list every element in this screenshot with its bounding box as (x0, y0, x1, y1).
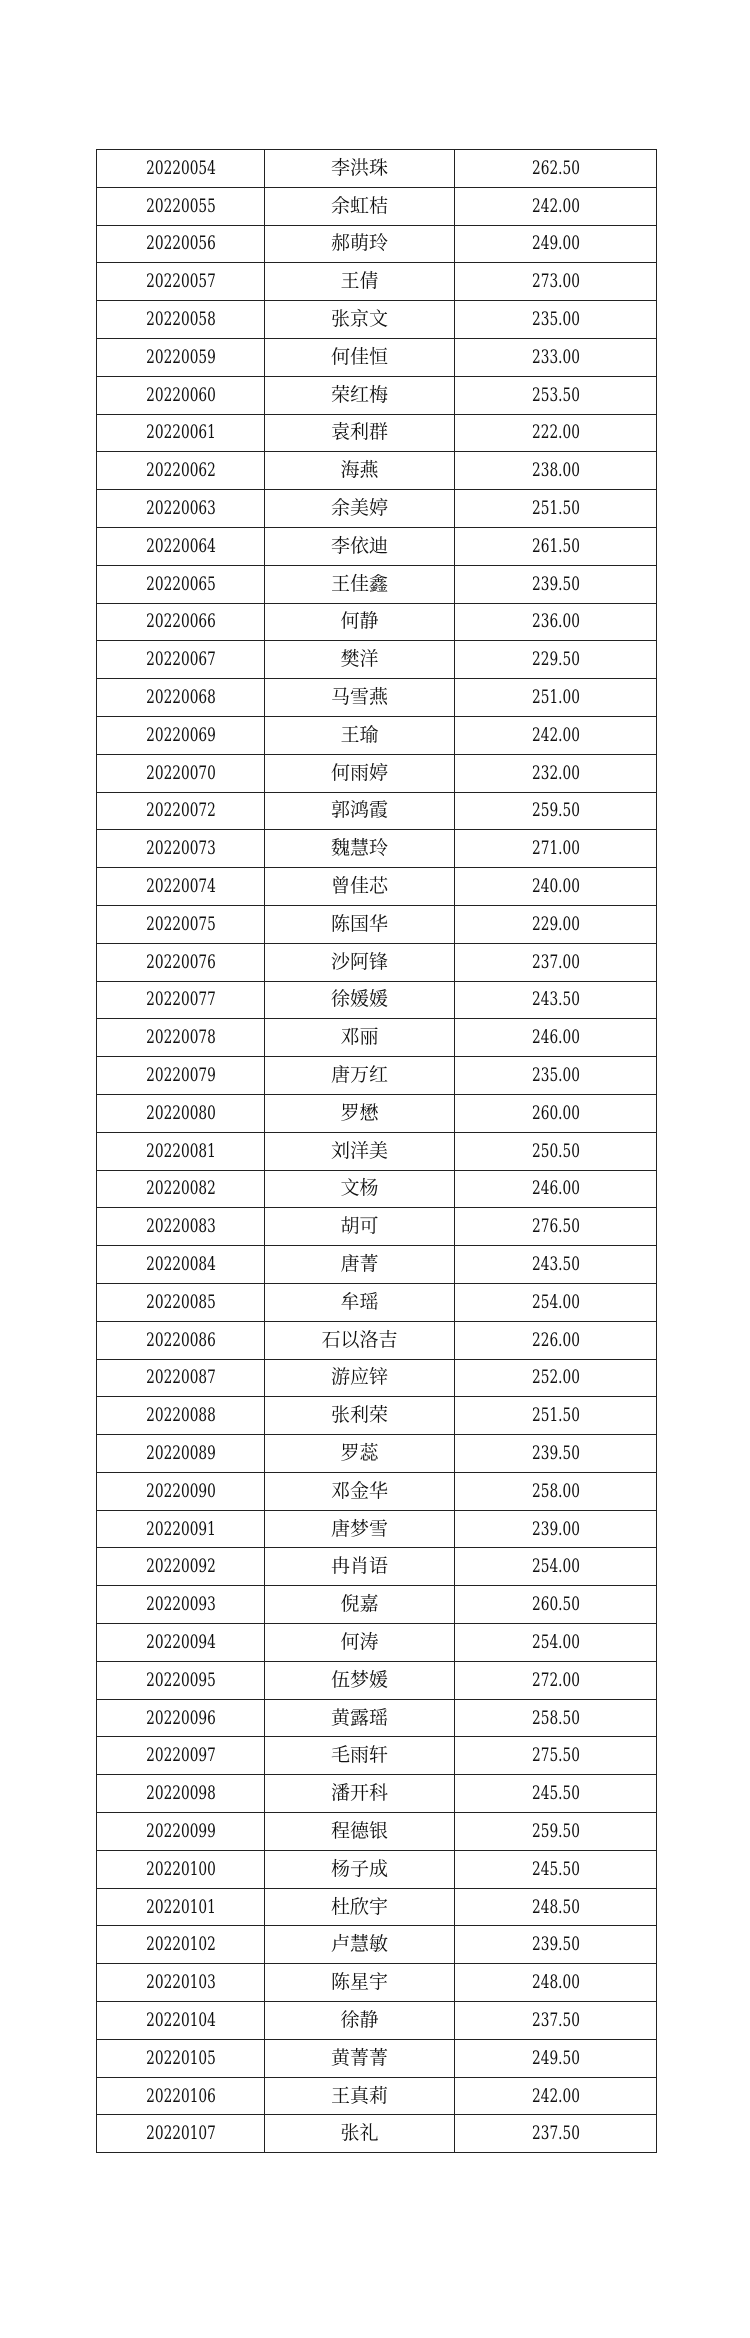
score-cell: 235.00 (483, 301, 628, 339)
student-name-cell: 王倩 (265, 263, 455, 301)
table-row (97, 1510, 657, 1548)
table-row (97, 1435, 657, 1473)
student-id-cell: 20220057 (120, 263, 241, 301)
table-body (97, 150, 657, 2153)
student-name-cell: 程德银 (265, 1813, 455, 1851)
table-row (97, 1888, 657, 1926)
score-cell: 243.50 (483, 981, 628, 1019)
score-cell: 253.50 (483, 376, 628, 414)
score-cell: 259.50 (483, 1813, 628, 1851)
table-row (97, 1246, 657, 1284)
student-name-cell: 倪嘉 (265, 1586, 455, 1624)
table-row (97, 1699, 657, 1737)
student-name-cell: 唐万红 (265, 1057, 455, 1095)
table-row (97, 679, 657, 717)
score-cell: 246.00 (483, 1170, 628, 1208)
student-id-cell: 20220066 (120, 603, 241, 641)
score-cell: 275.50 (483, 1737, 628, 1775)
student-name-cell: 刘洋美 (265, 1132, 455, 1170)
student-id-cell: 20220067 (120, 641, 241, 679)
student-id-cell: 20220069 (120, 716, 241, 754)
score-cell: 242.00 (483, 2077, 628, 2115)
score-cell: 260.50 (483, 1586, 628, 1624)
table-row (97, 2039, 657, 2077)
student-id-cell: 20220103 (120, 1964, 241, 2002)
table-row (97, 527, 657, 565)
score-cell: 226.00 (483, 1321, 628, 1359)
student-id-cell: 20220100 (120, 1850, 241, 1888)
table-row (97, 1926, 657, 1964)
student-id-cell: 20220062 (120, 452, 241, 490)
student-id-cell: 20220090 (120, 1472, 241, 1510)
table-row (97, 150, 657, 188)
student-id-cell: 20220073 (120, 830, 241, 868)
student-name-cell: 石以洛吉 (265, 1321, 455, 1359)
student-name-cell: 马雪燕 (265, 679, 455, 717)
student-name-cell: 牟瑶 (265, 1283, 455, 1321)
table-row (97, 225, 657, 263)
score-cell: 276.50 (483, 1208, 628, 1246)
student-name-cell: 唐菁 (265, 1246, 455, 1284)
student-name-cell: 毛雨轩 (265, 1737, 455, 1775)
score-cell: 238.00 (483, 452, 628, 490)
table-row (97, 1624, 657, 1662)
student-id-cell: 20220082 (120, 1170, 241, 1208)
student-name-cell: 杨子成 (265, 1850, 455, 1888)
student-name-cell: 王真莉 (265, 2077, 455, 2115)
score-cell: 251.50 (483, 490, 628, 528)
student-id-cell: 20220096 (120, 1699, 241, 1737)
student-id-cell: 20220099 (120, 1813, 241, 1851)
student-name-cell: 荣红梅 (265, 376, 455, 414)
student-name-cell: 冉肖语 (265, 1548, 455, 1586)
student-name-cell: 王瑜 (265, 716, 455, 754)
score-cell: 240.00 (483, 868, 628, 906)
student-name-cell: 徐静 (265, 2002, 455, 2040)
student-name-cell: 王佳鑫 (265, 565, 455, 603)
score-cell: 229.50 (483, 641, 628, 679)
score-cell: 251.50 (483, 1397, 628, 1435)
score-cell: 245.50 (483, 1850, 628, 1888)
score-cell: 229.00 (483, 905, 628, 943)
score-cell: 254.00 (483, 1624, 628, 1662)
score-cell: 248.50 (483, 1888, 628, 1926)
score-cell: 261.50 (483, 527, 628, 565)
table-row (97, 263, 657, 301)
student-name-cell: 胡可 (265, 1208, 455, 1246)
student-name-cell: 文杨 (265, 1170, 455, 1208)
student-id-cell: 20220107 (120, 2115, 241, 2153)
student-name-cell: 伍梦媛 (265, 1661, 455, 1699)
student-id-cell: 20220072 (120, 792, 241, 830)
student-name-cell: 黄菁菁 (265, 2039, 455, 2077)
student-id-cell: 20220084 (120, 1246, 241, 1284)
score-cell: 258.50 (483, 1699, 628, 1737)
table-row (97, 1132, 657, 1170)
student-name-cell: 郝萌玲 (265, 225, 455, 263)
score-cell: 245.50 (483, 1775, 628, 1813)
table-row (97, 490, 657, 528)
score-cell: 242.00 (483, 716, 628, 754)
student-id-cell: 20220080 (120, 1094, 241, 1132)
student-name-cell: 樊洋 (265, 641, 455, 679)
student-id-cell: 20220106 (120, 2077, 241, 2115)
score-cell: 237.50 (483, 2115, 628, 2153)
student-id-cell: 20220059 (120, 338, 241, 376)
score-cell: 235.00 (483, 1057, 628, 1095)
score-cell: 236.00 (483, 603, 628, 641)
student-id-cell: 20220089 (120, 1435, 241, 1473)
student-id-cell: 20220091 (120, 1510, 241, 1548)
score-cell: 239.50 (483, 565, 628, 603)
table-row (97, 981, 657, 1019)
score-cell: 242.00 (483, 187, 628, 225)
student-name-cell: 邓丽 (265, 1019, 455, 1057)
table-row (97, 1775, 657, 1813)
score-cell: 258.00 (483, 1472, 628, 1510)
score-table (96, 149, 657, 2153)
student-id-cell: 20220092 (120, 1548, 241, 1586)
score-cell: 273.00 (483, 263, 628, 301)
table-row (97, 301, 657, 339)
student-name-cell: 唐梦雪 (265, 1510, 455, 1548)
student-id-cell: 20220093 (120, 1586, 241, 1624)
table-row (97, 2077, 657, 2115)
score-cell: 239.50 (483, 1926, 628, 1964)
student-id-cell: 20220083 (120, 1208, 241, 1246)
table-row (97, 1321, 657, 1359)
table-row (97, 187, 657, 225)
student-name-cell: 李依迪 (265, 527, 455, 565)
student-id-cell: 20220101 (120, 1888, 241, 1926)
table-row (97, 565, 657, 603)
score-cell: 246.00 (483, 1019, 628, 1057)
student-id-cell: 20220102 (120, 1926, 241, 1964)
student-id-cell: 20220081 (120, 1132, 241, 1170)
score-cell: 254.00 (483, 1548, 628, 1586)
score-cell: 233.00 (483, 338, 628, 376)
student-id-cell: 20220064 (120, 527, 241, 565)
student-id-cell: 20220075 (120, 905, 241, 943)
student-name-cell: 何静 (265, 603, 455, 641)
student-name-cell: 余虹桔 (265, 187, 455, 225)
student-id-cell: 20220065 (120, 565, 241, 603)
student-id-cell: 20220085 (120, 1283, 241, 1321)
table-row (97, 943, 657, 981)
student-name-cell: 曾佳芯 (265, 868, 455, 906)
student-id-cell: 20220060 (120, 376, 241, 414)
student-id-cell: 20220086 (120, 1321, 241, 1359)
score-cell: 262.50 (483, 150, 628, 188)
table-row (97, 603, 657, 641)
student-id-cell: 20220097 (120, 1737, 241, 1775)
student-id-cell: 20220063 (120, 490, 241, 528)
table-row (97, 716, 657, 754)
table-row (97, 754, 657, 792)
student-name-cell: 黄露瑶 (265, 1699, 455, 1737)
score-cell: 239.50 (483, 1435, 628, 1473)
student-name-cell: 张礼 (265, 2115, 455, 2153)
student-id-cell: 20220054 (120, 150, 241, 188)
student-name-cell: 潘开科 (265, 1775, 455, 1813)
table-row (97, 1813, 657, 1851)
student-name-cell: 李洪珠 (265, 150, 455, 188)
table-row (97, 452, 657, 490)
student-id-cell: 20220104 (120, 2002, 241, 2040)
score-cell: 251.00 (483, 679, 628, 717)
table-row (97, 1170, 657, 1208)
student-name-cell: 沙阿锋 (265, 943, 455, 981)
student-name-cell: 杜欣宇 (265, 1888, 455, 1926)
student-name-cell: 游应锌 (265, 1359, 455, 1397)
table-row (97, 641, 657, 679)
table-row (97, 1057, 657, 1095)
score-cell: 237.00 (483, 943, 628, 981)
student-id-cell: 20220070 (120, 754, 241, 792)
student-name-cell: 徐媛媛 (265, 981, 455, 1019)
student-name-cell: 罗蕊 (265, 1435, 455, 1473)
student-id-cell: 20220078 (120, 1019, 241, 1057)
table-row (97, 1586, 657, 1624)
table-row (97, 1850, 657, 1888)
student-id-cell: 20220055 (120, 187, 241, 225)
student-name-cell: 魏慧玲 (265, 830, 455, 868)
student-name-cell: 郭鸿霞 (265, 792, 455, 830)
table-row (97, 792, 657, 830)
score-cell: 259.50 (483, 792, 628, 830)
table-row (97, 905, 657, 943)
student-name-cell: 张利荣 (265, 1397, 455, 1435)
student-name-cell: 何雨婷 (265, 754, 455, 792)
table-row (97, 414, 657, 452)
student-name-cell: 袁利群 (265, 414, 455, 452)
student-name-cell: 陈星宇 (265, 1964, 455, 2002)
student-id-cell: 20220095 (120, 1661, 241, 1699)
student-name-cell: 余美婷 (265, 490, 455, 528)
student-id-cell: 20220068 (120, 679, 241, 717)
score-cell: 243.50 (483, 1246, 628, 1284)
student-id-cell: 20220105 (120, 2039, 241, 2077)
table-row (97, 1548, 657, 1586)
student-id-cell: 20220061 (120, 414, 241, 452)
student-id-cell: 20220087 (120, 1359, 241, 1397)
table-row (97, 1283, 657, 1321)
score-cell: 237.50 (483, 2002, 628, 2040)
student-id-cell: 20220058 (120, 301, 241, 339)
table-row (97, 1019, 657, 1057)
table-row (97, 1964, 657, 2002)
table-row (97, 868, 657, 906)
student-name-cell: 罗懋 (265, 1094, 455, 1132)
score-cell: 250.50 (483, 1132, 628, 1170)
score-cell: 271.00 (483, 830, 628, 868)
student-name-cell: 张京文 (265, 301, 455, 339)
score-cell: 254.00 (483, 1283, 628, 1321)
table-row (97, 1094, 657, 1132)
table-row (97, 338, 657, 376)
student-id-cell: 20220074 (120, 868, 241, 906)
table-row (97, 1208, 657, 1246)
score-cell: 222.00 (483, 414, 628, 452)
score-cell: 239.00 (483, 1510, 628, 1548)
table-row (97, 2115, 657, 2153)
table-row (97, 1472, 657, 1510)
student-name-cell: 卢慧敏 (265, 1926, 455, 1964)
score-cell: 252.00 (483, 1359, 628, 1397)
score-cell: 248.00 (483, 1964, 628, 2002)
score-cell: 260.00 (483, 1094, 628, 1132)
student-id-cell: 20220076 (120, 943, 241, 981)
table-row (97, 1359, 657, 1397)
table-row (97, 830, 657, 868)
student-name-cell: 何佳恒 (265, 338, 455, 376)
student-id-cell: 20220079 (120, 1057, 241, 1095)
score-cell: 272.00 (483, 1661, 628, 1699)
student-name-cell: 海燕 (265, 452, 455, 490)
table-row (97, 1661, 657, 1699)
table-row (97, 2002, 657, 2040)
student-name-cell: 陈国华 (265, 905, 455, 943)
student-id-cell: 20220088 (120, 1397, 241, 1435)
student-name-cell: 何涛 (265, 1624, 455, 1662)
table-row (97, 376, 657, 414)
student-id-cell: 20220077 (120, 981, 241, 1019)
table-row (97, 1397, 657, 1435)
table-row (97, 1737, 657, 1775)
score-cell: 232.00 (483, 754, 628, 792)
student-id-cell: 20220098 (120, 1775, 241, 1813)
score-cell: 249.00 (483, 225, 628, 263)
student-id-cell: 20220056 (120, 225, 241, 263)
student-id-cell: 20220094 (120, 1624, 241, 1662)
student-name-cell: 邓金华 (265, 1472, 455, 1510)
score-cell: 249.50 (483, 2039, 628, 2077)
